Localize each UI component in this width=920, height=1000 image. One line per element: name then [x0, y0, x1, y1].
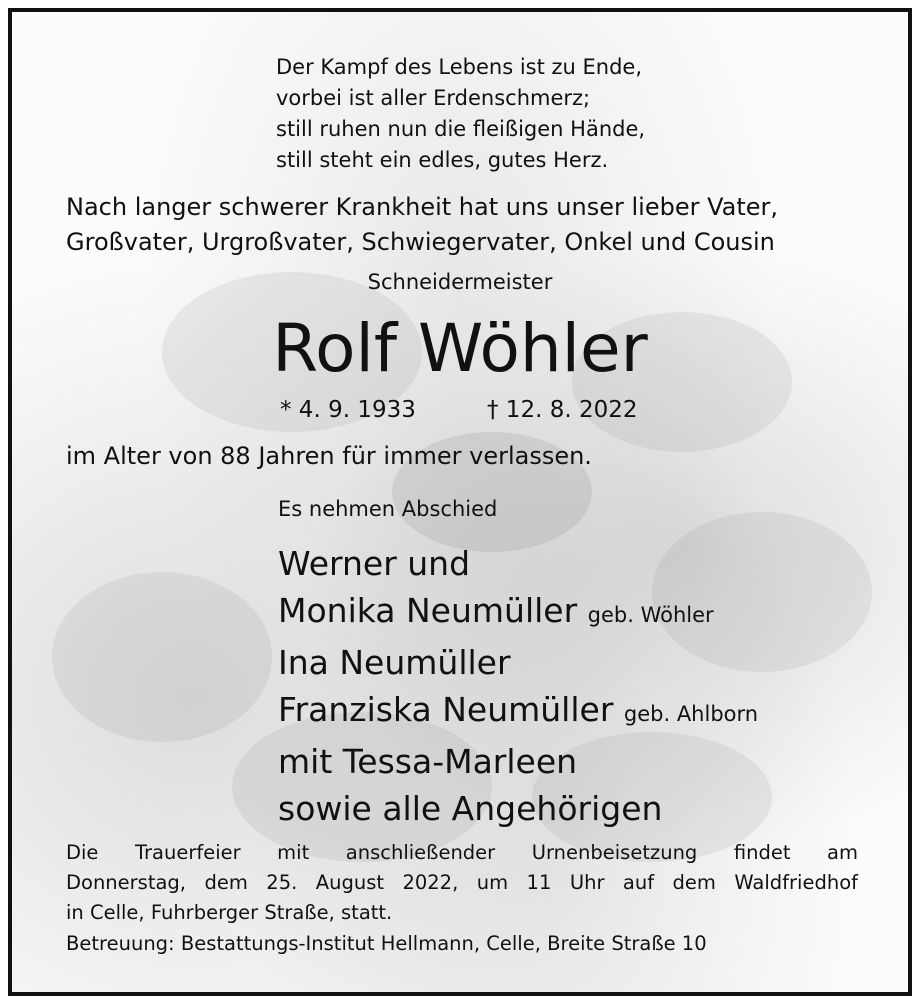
mourner-name: Werner und: [278, 544, 471, 583]
funeral-service-info: Betreuung: Bestattungs-Institut Hellmann, Celle, Breite Straße 10: [66, 932, 707, 955]
poem-line: vorbei ist aller Erdenschmerz;: [276, 86, 591, 110]
mourner-name: Franziska Neumüller: [278, 690, 614, 729]
intro-line: Großvater, Urgroßvater, Schwiegervater, Onkel und Cousin: [66, 228, 775, 256]
deceased-name: Rolf Wöhler: [272, 310, 648, 387]
poem: [276, 52, 645, 176]
poem-line: still steht ein edles, gutes Herz.: [276, 148, 609, 172]
mourner-item: [278, 686, 758, 738]
ceremony-line: in Celle, Fuhrberger Straße, statt.: [66, 901, 393, 924]
birth-date: * 4. 9. 1933: [280, 397, 416, 423]
ceremony-line: Die Trauerfeier mit anschließender Urnenbeisetzung findet am: [66, 841, 858, 864]
mourner-item: [278, 639, 758, 686]
farewell-heading: Es nehmen Abschied: [278, 497, 498, 521]
death-date: † 12. 8. 2022: [487, 397, 638, 423]
poem-line: Der Kampf des Lebens ist zu Ende,: [276, 55, 643, 79]
obituary-notice: [8, 8, 912, 996]
mourner-name: sowie alle Angehörigen: [278, 789, 663, 828]
age-line: im Alter von 88 Jahren für immer verlassen.: [66, 442, 592, 470]
intro-text: [66, 190, 778, 260]
mourner-name: Monika Neumüller: [278, 591, 578, 630]
mourner-name: mit Tessa-Marleen: [278, 742, 578, 781]
mourner-note: geb. Ahlborn: [623, 702, 759, 726]
ceremony-info: [66, 838, 858, 928]
mourner-name: Ina Neumüller: [278, 643, 511, 682]
mourner-item: [278, 738, 758, 785]
candle-background: [52, 572, 272, 742]
mourners-list: [278, 540, 758, 832]
intro-line: Nach langer schwerer Krankheit hat uns unser lieber Vater,: [66, 193, 779, 221]
mourner-item: [278, 540, 758, 587]
profession: Schneidermeister: [367, 270, 553, 294]
mourner-note: geb. Wöhler: [587, 603, 714, 627]
mourner-item: [278, 785, 758, 832]
mourner-item: [278, 587, 758, 639]
ceremony-line: Donnerstag, dem 25. August 2022, um 11 Uhr auf dem Waldfriedhof: [66, 871, 858, 894]
poem-line: still ruhen nun die fleißigen Hände,: [276, 117, 646, 141]
